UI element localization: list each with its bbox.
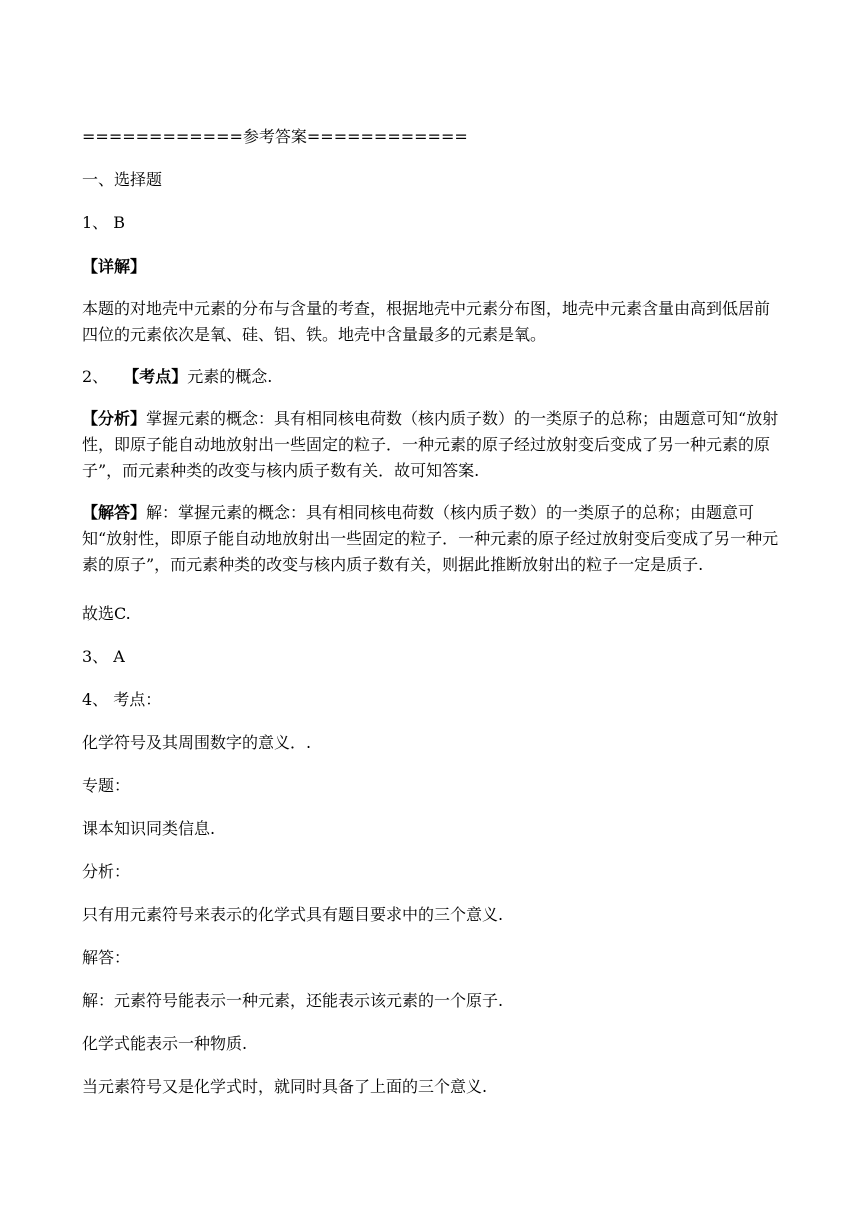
q4-analysis-label: 分析：	[82, 862, 131, 881]
section-heading: 一、选择题	[82, 170, 163, 189]
q4-topic-text: 课本知识同类信息.	[82, 819, 216, 838]
q2-kaodian-label: 【考点】	[123, 367, 188, 386]
q4-analysis-text: 只有用元素符号来表示的化学式具有题目要求中的三个意义.	[82, 905, 504, 924]
q1-answer: 1、 B	[82, 213, 126, 232]
q4-solution-line-3: 当元素符号又是化学式时，就同时具备了上面的三个意义.	[82, 1077, 488, 1096]
q2-kaodian-text: 元素的概念.	[187, 367, 273, 386]
q2-analysis	[82, 406, 782, 484]
q2-conclusion: 故选C.	[82, 604, 131, 623]
q1-detail-label: 【详解】	[82, 257, 147, 276]
q2-analysis-text: 掌握元素的概念：具有相同核电荷数（核内质子数）的一类原子的总称；由题意可知“放射性，即原子能自动地放射出一些固定的粒子．一种元素的原子经过放射变后变成了另一种元素的原子”，而元素种类的改变与核内质子数有关．故可知答案.	[82, 409, 779, 480]
q4-kaodian-label: 4、 考点：	[82, 690, 162, 709]
answer-key-title: ============参考答案============	[82, 127, 468, 146]
q4-solution-line-2: 化学式能表示一种物质.	[82, 1034, 248, 1053]
q2-solution-text: 解：掌握元素的概念：具有相同核电荷数（核内质子数）的一类原子的总称；由题意可知“放射性，即原子能自动地放射出一些固定的粒子．一种元素的原子经过放射变后变成了另一种元素的原子”，而元素种类的改变与核内质子数有关，则据此推断放射出的粒子一定是质子.	[82, 503, 779, 574]
q4-solution-line-1: 解：元素符号能表示一种元素，还能表示该元素的一个原子.	[82, 991, 504, 1010]
q2-analysis-label: 【分析】	[82, 409, 147, 428]
q2-solution	[82, 500, 782, 578]
q1-detail-text: 本题的对地壳中元素的分布与含量的考查，根据地壳中元素分布图，地壳中元素含量由高到低居前四位的元素依次是氧、硅、铝、铁。地壳中含量最多的元素是氧。	[82, 299, 771, 344]
q4-kaodian-text: 化学符号及其周围数字的意义．.	[82, 733, 312, 752]
q4-topic-label: 专题：	[82, 776, 131, 795]
q3-answer: 3、 A	[82, 647, 125, 666]
q2-number: 2、	[82, 367, 109, 386]
q2-kaodian-line	[82, 364, 272, 390]
q4-solution-label: 解答：	[82, 948, 131, 967]
q2-solution-label: 【解答】	[82, 503, 147, 522]
